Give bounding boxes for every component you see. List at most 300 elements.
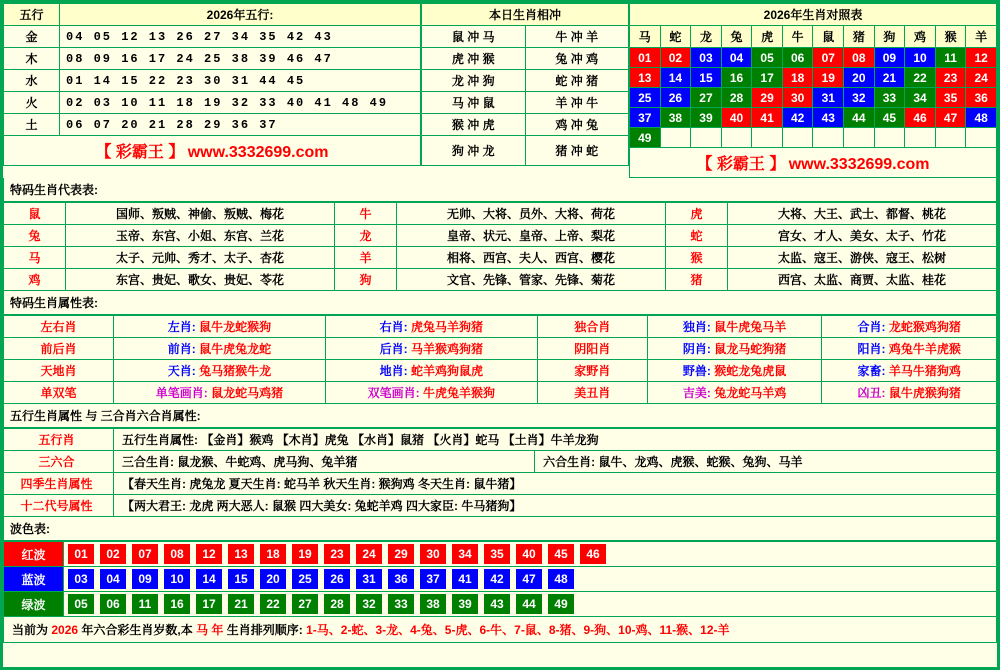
clash-cell: 猪 冲 蛇 (525, 136, 629, 166)
table-row (4, 592, 997, 617)
attribute-value-left (114, 382, 326, 404)
colorwave-number-chip[interactable]: 47 (516, 569, 542, 589)
attribute-key: 吉美: (682, 386, 715, 400)
colorwave-numbers (64, 592, 997, 617)
attribute-value-left (114, 338, 326, 360)
table-row (422, 26, 629, 48)
representative-text: 无帅、大将、员外、大将、荷花 (397, 203, 666, 225)
wuxing-attr-text: 三合生肖: 鼠龙猴、牛蛇鸡、虎马狗、兔羊猪 (114, 451, 535, 473)
wuxing-row-label: 水 (4, 70, 60, 92)
zodiac-number-cell[interactable]: 45 (874, 108, 905, 128)
attributes-title: 特码生肖属性表: (3, 291, 997, 315)
table-row (4, 360, 997, 382)
zodiac-number-cell[interactable]: 12 (966, 48, 997, 68)
attribute-key: 前肖: (167, 342, 200, 356)
colorwave-number-chip[interactable]: 42 (484, 569, 510, 589)
zodiac-number-cell[interactable]: 44 (844, 108, 875, 128)
attribute-animals: 鼠牛虎兔马羊 (714, 320, 787, 334)
zodiac-number-cell[interactable]: 31 (813, 88, 844, 108)
colorwave-number-chip[interactable]: 02 (100, 544, 126, 564)
colorwave-number-chip[interactable]: 09 (132, 569, 158, 589)
brand-name: 【 彩霸王 】 (696, 156, 786, 173)
zodiac-head: 羊 (966, 26, 997, 48)
representative-text: 国师、叛贼、神偷、叛贼、梅花 (66, 203, 335, 225)
representative-title: 特码生肖代表表: (3, 178, 997, 202)
attribute-key: 天肖: (167, 364, 200, 378)
zodiac-number-cell[interactable]: 02 (660, 48, 691, 68)
zodiac-chart-panel (629, 3, 997, 178)
zodiac-number-cell[interactable]: 46 (905, 108, 936, 128)
clash-header-row (422, 4, 629, 26)
attribute-animals: 鼠牛虎猴狗猪 (888, 386, 961, 400)
attribute-value-left (647, 338, 822, 360)
zodiac-number-cell[interactable]: 38 (660, 108, 691, 128)
zodiac-number-cell[interactable]: 07 (813, 48, 844, 68)
attribute-label: 阴阳肖 (537, 338, 647, 360)
zodiac-empty-cell (660, 128, 691, 148)
wuxing-attr-title: 五行生肖属性 与 三合肖六合肖属性: (3, 404, 997, 428)
representative-animal: 兔 (4, 225, 66, 247)
representative-animal: 猴 (666, 247, 728, 269)
colorwave-number-chip[interactable]: 18 (260, 544, 286, 564)
clash-cell: 鼠 冲 马 (422, 26, 526, 48)
clash-cell: 鸡 冲 兔 (525, 114, 629, 136)
table-row (4, 48, 421, 70)
wuxing-row-label: 火 (4, 92, 60, 114)
representative-animal: 牛 (335, 203, 397, 225)
attribute-value-right (325, 316, 537, 338)
brand-row-right (630, 148, 997, 178)
table-row (422, 48, 629, 70)
zodiac-head-row (630, 26, 997, 48)
wuxing-attr-label: 五行肖 (4, 429, 114, 451)
attribute-animals: 兔龙蛇马羊鸡 (714, 386, 787, 400)
wuxing-attr-table (3, 428, 997, 517)
wuxing-attr-label: 十二代号属性 (4, 495, 114, 517)
representative-text: 西宫、太监、商贾、太监、桂花 (728, 269, 997, 291)
colorwave-number-chip[interactable]: 37 (420, 569, 446, 589)
zodiac-number-cell[interactable]: 08 (844, 48, 875, 68)
brand-name: 【 彩霸王 】 (95, 144, 185, 161)
table-row (4, 203, 997, 225)
attribute-value-left (647, 382, 822, 404)
table-row (4, 429, 997, 451)
footer-order: 1-马、2-蛇、3-龙、4-兔、5-虎、6-牛、7-鼠、8-猪、9-狗、10-鸡、11-猴、12-羊 (306, 623, 730, 637)
representative-animal: 蛇 (666, 225, 728, 247)
colorwave-number-chip[interactable]: 05 (68, 594, 94, 614)
attribute-key: 阳肖: (857, 342, 889, 356)
wuxing-row-label: 金 (4, 26, 60, 48)
zodiac-number-cell[interactable]: 34 (905, 88, 936, 108)
attribute-key: 左肖: (167, 320, 200, 334)
table-row (4, 451, 997, 473)
colorwave-number-chip[interactable]: 45 (548, 544, 574, 564)
zodiac-head: 鼠 (813, 26, 844, 48)
clash-cell: 蛇 冲 猪 (525, 70, 629, 92)
zodiac-number-cell[interactable]: 13 (630, 68, 661, 88)
brand-right-cell (630, 148, 997, 178)
table-row (4, 567, 997, 592)
clash-table (421, 3, 629, 166)
zodiac-empty-cell (752, 128, 783, 148)
table-row (422, 114, 629, 136)
table-row (4, 316, 997, 338)
zodiac-number-cell[interactable]: 39 (691, 108, 722, 128)
colorwave-table (3, 541, 997, 617)
attribute-key: 独肖: (682, 320, 715, 334)
zodiac-number-row (630, 68, 997, 88)
attribute-value-left (114, 360, 326, 382)
colorwave-number-chip[interactable]: 43 (484, 594, 510, 614)
colorwave-label: 绿波 (4, 592, 64, 617)
wuxing-attr-text: 【春天生肖: 虎兔龙 夏天生肖: 蛇马羊 秋天生肖: 猴狗鸡 冬天生肖: 鼠牛猪】 (114, 473, 997, 495)
table-row (4, 473, 997, 495)
footer-note (3, 617, 997, 643)
representative-text: 东宫、贵妃、歌女、贵妃、苓花 (66, 269, 335, 291)
colorwave-number-chip[interactable]: 03 (68, 569, 94, 589)
wuxing-header-label: 五行 (4, 4, 60, 26)
brand-row-left (4, 136, 421, 166)
table-row (4, 338, 997, 360)
wuxing-attr-text-secondary: 六合生肖: 鼠牛、龙鸡、虎猴、蛇猴、兔狗、马羊 (535, 451, 997, 473)
zodiac-head: 马 (630, 26, 661, 48)
colorwave-number-chip[interactable]: 46 (580, 544, 606, 564)
colorwave-number-chip[interactable]: 25 (292, 569, 318, 589)
attribute-animals: 鼠龙蛇马鸡猪 (211, 386, 284, 400)
attribute-value-right (822, 338, 997, 360)
clash-title: 本日生肖相冲 (422, 4, 629, 26)
footer-animal: 马 年 (196, 623, 224, 637)
zodiac-head: 兔 (721, 26, 752, 48)
zodiac-number-cell[interactable]: 16 (721, 68, 752, 88)
zodiac-number-cell[interactable]: 25 (630, 88, 661, 108)
zodiac-chart-title: 2026年生肖对照表 (630, 4, 997, 26)
colorwave-number-chip[interactable]: 48 (548, 569, 574, 589)
zodiac-number-cell[interactable]: 41 (752, 108, 783, 128)
zodiac-head: 鸡 (905, 26, 936, 48)
colorwave-number-chip[interactable]: 41 (452, 569, 478, 589)
zodiac-number-cell[interactable]: 36 (966, 88, 997, 108)
clash-cell: 狗 冲 龙 (422, 136, 526, 166)
colorwave-number-chip[interactable]: 38 (420, 594, 446, 614)
table-row (422, 70, 629, 92)
colorwave-number-chip[interactable]: 16 (164, 594, 190, 614)
zodiac-number-cell[interactable]: 29 (752, 88, 783, 108)
wuxing-attr-label: 四季生肖属性 (4, 473, 114, 495)
zodiac-number-cell[interactable]: 33 (874, 88, 905, 108)
clash-cell: 龙 冲 狗 (422, 70, 526, 92)
attribute-label: 天地肖 (4, 360, 114, 382)
zodiac-empty-cell (874, 128, 905, 148)
zodiac-number-cell[interactable]: 09 (874, 48, 905, 68)
colorwave-number-chip[interactable]: 44 (516, 594, 542, 614)
colorwave-number-chip[interactable]: 40 (516, 544, 542, 564)
colorwave-number-chip[interactable]: 34 (452, 544, 478, 564)
zodiac-empty-cell (782, 128, 813, 148)
zodiac-number-row (630, 48, 997, 68)
wuxing-row-nums: 02 03 10 11 18 19 32 33 40 41 48 49 (60, 92, 421, 114)
attribute-animals: 羊马牛猪狗鸡 (888, 364, 961, 378)
attribute-key: 右肖: (379, 320, 411, 334)
attribute-value-right (325, 338, 537, 360)
table-row (4, 542, 997, 567)
wuxing-attr-text: 五行生肖属性: 【金肖】猴鸡 【木肖】虎兔 【水肖】鼠猪 【火肖】蛇马 【土肖】牛羊龙狗 (114, 429, 997, 451)
representative-text: 相将、西宫、夫人、西宫、樱花 (397, 247, 666, 269)
attribute-key: 阴肖: (682, 342, 715, 356)
representative-animal: 鼠 (4, 203, 66, 225)
table-row (4, 225, 997, 247)
wuxing-header-title: 2026年五行: (60, 4, 421, 26)
zodiac-number-cell[interactable]: 43 (813, 108, 844, 128)
attribute-label: 家野肖 (537, 360, 647, 382)
representative-animal: 鸡 (4, 269, 66, 291)
attribute-label: 美丑肖 (537, 382, 647, 404)
zodiac-number-row (630, 88, 997, 108)
representative-animal: 羊 (335, 247, 397, 269)
colorwave-number-chip[interactable]: 13 (228, 544, 254, 564)
zodiac-number-cell[interactable]: 15 (691, 68, 722, 88)
representative-animal: 马 (4, 247, 66, 269)
footer-prefix: 当前为 (12, 623, 49, 637)
footer-year: 2026 (51, 623, 79, 637)
attribute-animals: 龙蛇猴鸡狗猪 (888, 320, 961, 334)
clash-cell: 猴 冲 虎 (422, 114, 526, 136)
representative-animal: 龙 (335, 225, 397, 247)
zodiac-number-cell[interactable]: 35 (935, 88, 966, 108)
zodiac-number-cell[interactable]: 05 (752, 48, 783, 68)
zodiac-number-cell[interactable]: 04 (721, 48, 752, 68)
attribute-value-right (822, 360, 997, 382)
attribute-animals: 鸡兔牛羊虎猴 (888, 342, 961, 356)
zodiac-number-cell[interactable]: 22 (905, 68, 936, 88)
attribute-animals: 鼠牛龙蛇猴狗 (199, 320, 272, 334)
colorwave-numbers (64, 567, 997, 592)
colorwave-number-chip[interactable]: 01 (68, 544, 94, 564)
attribute-animals: 鼠龙马蛇狗猪 (714, 342, 787, 356)
representative-animal: 猪 (666, 269, 728, 291)
representative-table (3, 202, 997, 291)
colorwave-title: 波色表: (3, 517, 997, 541)
zodiac-number-cell[interactable]: 49 (630, 128, 661, 148)
attribute-key: 野兽: (682, 364, 715, 378)
colorwave-number-chip[interactable]: 21 (228, 594, 254, 614)
attribute-label: 独合肖 (537, 316, 647, 338)
wuxing-row-nums: 08 09 16 17 24 25 38 39 46 47 (60, 48, 421, 70)
colorwave-number-chip[interactable]: 22 (260, 594, 286, 614)
colorwave-number-chip[interactable]: 04 (100, 569, 126, 589)
zodiac-number-cell[interactable]: 11 (935, 48, 966, 68)
representative-text: 太子、元帅、秀才、太子、杏花 (66, 247, 335, 269)
brand-site-link[interactable]: www.3332699.com (788, 156, 930, 173)
zodiac-number-cell[interactable]: 18 (782, 68, 813, 88)
zodiac-empty-cell (813, 128, 844, 148)
attribute-animals: 蛇羊鸡狗鼠虎 (411, 364, 484, 378)
attribute-label: 单双笔 (4, 382, 114, 404)
attribute-value-left (647, 316, 822, 338)
wuxing-row-nums: 01 14 15 22 23 30 31 44 45 (60, 70, 421, 92)
colorwave-number-chip[interactable]: 11 (132, 594, 158, 614)
colorwave-number-chip[interactable]: 17 (196, 594, 222, 614)
colorwave-number-chip[interactable]: 06 (100, 594, 126, 614)
representative-text: 文官、先锋、管家、先锋、菊花 (397, 269, 666, 291)
colorwave-number-chip[interactable]: 30 (420, 544, 446, 564)
table-row (422, 136, 629, 166)
colorwave-number-chip[interactable]: 19 (292, 544, 318, 564)
zodiac-number-cell[interactable]: 30 (782, 88, 813, 108)
zodiac-head: 猪 (844, 26, 875, 48)
colorwave-number-chip[interactable]: 23 (324, 544, 350, 564)
zodiac-head: 猴 (935, 26, 966, 48)
wuxing-header-row (4, 4, 421, 26)
clash-cell: 羊 冲 牛 (525, 92, 629, 114)
attribute-value-right (325, 382, 537, 404)
zodiac-number-cell[interactable]: 06 (782, 48, 813, 68)
wuxing-row-label: 木 (4, 48, 60, 70)
colorwave-number-chip[interactable]: 32 (356, 594, 382, 614)
attribute-value-right (325, 360, 537, 382)
attribute-animals: 牛虎兔羊猴狗 (423, 386, 496, 400)
representative-text: 玉帝、东宫、小姐、东宫、兰花 (66, 225, 335, 247)
table-row (4, 26, 421, 48)
clash-cell: 牛 冲 羊 (525, 26, 629, 48)
zodiac-chart-table (629, 3, 997, 178)
zodiac-number-cell[interactable]: 20 (844, 68, 875, 88)
zodiac-number-cell[interactable]: 32 (844, 88, 875, 108)
attribute-value-left (647, 360, 822, 382)
zodiac-number-cell[interactable]: 23 (935, 68, 966, 88)
zodiac-number-row (630, 128, 997, 148)
colorwave-number-chip[interactable]: 28 (324, 594, 350, 614)
colorwave-number-chip[interactable]: 24 (356, 544, 382, 564)
wuxing-attr-text: 【两大君王: 龙虎 两大恶人: 鼠猴 四大美女: 兔蛇羊鸡 四大家臣: 牛马猪狗】 (114, 495, 997, 517)
representative-text: 太监、寇王、游侠、寇王、松树 (728, 247, 997, 269)
attribute-label: 前后肖 (4, 338, 114, 360)
colorwave-number-chip[interactable]: 12 (196, 544, 222, 564)
colorwave-label: 蓝波 (4, 567, 64, 592)
zodiac-number-cell[interactable]: 21 (874, 68, 905, 88)
colorwave-number-chip[interactable]: 31 (356, 569, 382, 589)
table-row (422, 92, 629, 114)
clash-cell: 马 冲 鼠 (422, 92, 526, 114)
brand-site-link[interactable]: www.3332699.com (187, 144, 329, 161)
attribute-label: 左右肖 (4, 316, 114, 338)
zodiac-number-row (630, 108, 997, 128)
zodiac-number-cell[interactable]: 37 (630, 108, 661, 128)
wuxing-table (3, 3, 421, 166)
colorwave-number-chip[interactable]: 49 (548, 594, 574, 614)
zodiac-number-cell[interactable]: 01 (630, 48, 661, 68)
representative-animal: 狗 (335, 269, 397, 291)
zodiac-number-cell[interactable]: 42 (782, 108, 813, 128)
zodiac-chart-title-row (630, 4, 997, 26)
zodiac-empty-cell (935, 128, 966, 148)
attribute-key: 双笔画肖: (367, 386, 423, 400)
zodiac-number-cell[interactable]: 27 (691, 88, 722, 108)
wuxing-row-label: 土 (4, 114, 60, 136)
attribute-value-left (114, 316, 326, 338)
wuxing-attr-label: 三六合 (4, 451, 114, 473)
clash-panel (421, 3, 629, 178)
clash-cell: 虎 冲 猴 (422, 48, 526, 70)
attribute-value-right (822, 382, 997, 404)
clash-cell: 兔 冲 鸡 (525, 48, 629, 70)
colorwave-number-chip[interactable]: 29 (388, 544, 414, 564)
colorwave-number-chip[interactable]: 26 (324, 569, 350, 589)
zodiac-number-cell[interactable]: 47 (935, 108, 966, 128)
colorwave-number-chip[interactable]: 20 (260, 569, 286, 589)
wuxing-row-nums: 04 05 12 13 26 27 34 35 42 43 (60, 26, 421, 48)
zodiac-number-body (630, 48, 997, 148)
zodiac-head: 狗 (874, 26, 905, 48)
colorwave-number-chip[interactable]: 27 (292, 594, 318, 614)
zodiac-empty-cell (844, 128, 875, 148)
top-section (3, 3, 997, 178)
colorwave-number-chip[interactable]: 35 (484, 544, 510, 564)
zodiac-head: 龙 (691, 26, 722, 48)
brand-left-cell (4, 136, 421, 166)
representative-text: 宫女、才人、美女、太子、竹花 (728, 225, 997, 247)
attributes-table (3, 315, 997, 404)
zodiac-head: 牛 (782, 26, 813, 48)
attribute-key: 凶丑: (857, 386, 889, 400)
zodiac-number-cell[interactable]: 28 (721, 88, 752, 108)
zodiac-number-cell[interactable]: 48 (966, 108, 997, 128)
attribute-key: 地肖: (379, 364, 411, 378)
representative-text: 大将、大王、武士、都督、桃花 (728, 203, 997, 225)
colorwave-number-chip[interactable]: 15 (228, 569, 254, 589)
colorwave-number-chip[interactable]: 07 (132, 544, 158, 564)
table-row (4, 495, 997, 517)
zodiac-number-cell[interactable]: 10 (905, 48, 936, 68)
zodiac-empty-cell (721, 128, 752, 148)
attribute-animals: 虎兔马羊狗猪 (411, 320, 484, 334)
table-row (4, 70, 421, 92)
zodiac-empty-cell (691, 128, 722, 148)
zodiac-number-cell[interactable]: 19 (813, 68, 844, 88)
zodiac-number-cell[interactable]: 17 (752, 68, 783, 88)
colorwave-number-chip[interactable]: 39 (452, 594, 478, 614)
attribute-value-right (822, 316, 997, 338)
representative-animal: 虎 (666, 203, 728, 225)
attribute-animals: 马羊猴鸡狗猪 (411, 342, 484, 356)
zodiac-number-cell[interactable]: 24 (966, 68, 997, 88)
zodiac-number-cell[interactable]: 40 (721, 108, 752, 128)
zodiac-number-cell[interactable]: 03 (691, 48, 722, 68)
colorwave-numbers (64, 542, 997, 567)
wuxing-row-nums: 06 07 20 21 28 29 36 37 (60, 114, 421, 136)
colorwave-number-chip[interactable]: 36 (388, 569, 414, 589)
attribute-animals: 猴蛇龙兔虎鼠 (714, 364, 787, 378)
attribute-key: 单笔画肖: (155, 386, 212, 400)
zodiac-number-cell[interactable]: 26 (660, 88, 691, 108)
attribute-animals: 鼠牛虎兔龙蛇 (199, 342, 272, 356)
colorwave-label: 红波 (4, 542, 64, 567)
attribute-key: 后肖: (379, 342, 411, 356)
colorwave-number-chip[interactable]: 33 (388, 594, 414, 614)
table-row (4, 382, 997, 404)
colorwave-number-chip[interactable]: 08 (164, 544, 190, 564)
attribute-animals: 兔马猪猴牛龙 (199, 364, 272, 378)
table-row (4, 269, 997, 291)
colorwave-number-chip[interactable]: 14 (196, 569, 222, 589)
colorwave-number-chip[interactable]: 10 (164, 569, 190, 589)
representative-text: 皇帝、状元、皇帝、上帝、梨花 (397, 225, 666, 247)
zodiac-number-cell[interactable]: 14 (660, 68, 691, 88)
zodiac-head: 蛇 (660, 26, 691, 48)
wuxing-panel (3, 3, 421, 178)
table-row (4, 92, 421, 114)
table-row (4, 247, 997, 269)
